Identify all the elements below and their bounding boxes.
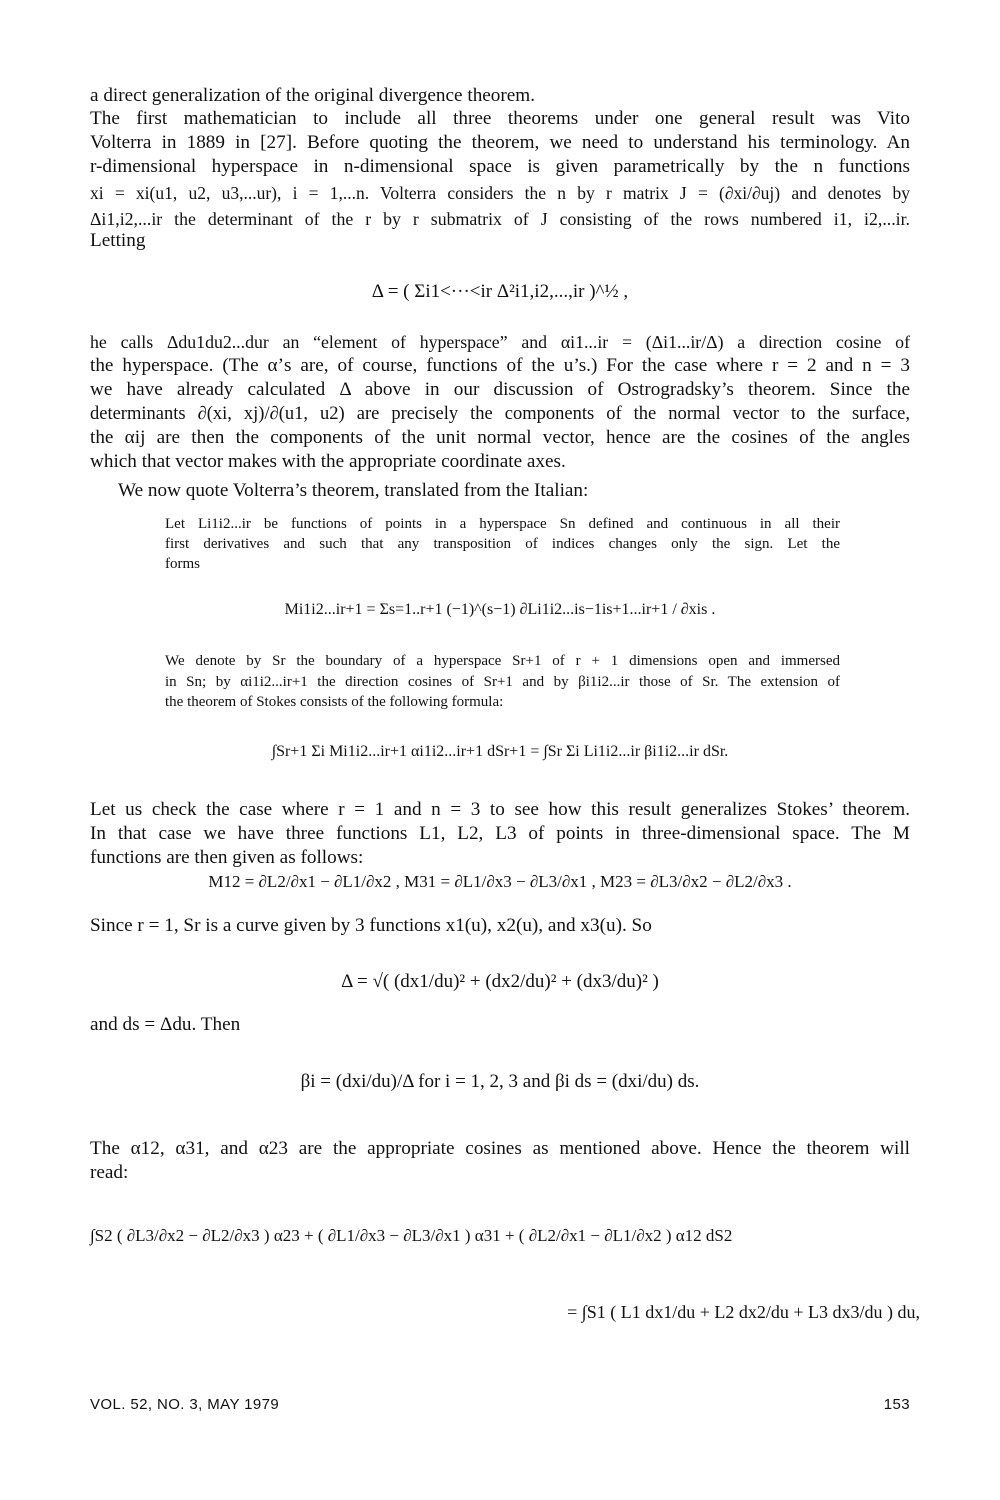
equation-delta-curve: Δ = √( (dx1/du)² + (dx2/du)² + (dx3/du)² ) [341,971,659,992]
quote-line: in Sn; by αi1i2...ir+1 the direction cosines of Sr+1 and by βi1i2...ir those of Sr. The extension of [165,674,840,690]
text-line: xi = xi(u1, u2, u3,...ur), i = 1,...n. Volterra considers the n by r matrix J = (∂xi/∂uj) and denotes by [90,183,910,203]
text-line: r-dimensional hyperspace in n-dimensional space is given parametrically by the n functions [90,156,910,177]
text-line: Let us check the case where r = 1 and n = 3 to see how this result generalizes Stokes’ theorem. [90,799,910,820]
text-line: a direct generalization of the original divergence theorem. [90,85,536,106]
quote-line: first derivatives and such that any transposition of indices changes only the sign. Let the [165,536,840,552]
text-line: the hyperspace. (The α’s are, of course, functions of the u’s.) For the case where r = 2 and n = 3 [90,355,910,376]
quote-line: We denote by Sr the boundary of a hyperspace Sr+1 of r + 1 dimensions open and immersed [165,653,840,669]
equation-stokes: ∫Sr+1 Σi Mi1i2...ir+1 αi1i2...ir+1 dSr+1 = ∫Sr Σi Li1i2...ir βi1i2...ir dSr. [271,743,729,760]
equation-final-right: = ∫S1 ( L1 dx1/du + L2 dx2/du + L3 dx3/du ) du, [567,1302,920,1322]
text-line: The α12, α31, and α23 are the appropriate cosines as mentioned above. Hence the theorem will [90,1138,910,1159]
equation-final-left: ∫S2 ( ∂L3/∂x2 − ∂L2/∂x3 ) α23 + ( ∂L1/∂x3 − ∂L3/∂x1 ) α31 + ( ∂L2/∂x1 − ∂L1/∂x2 ) α12 dS2 [90,1226,733,1245]
equation-M: Mi1i2...ir+1 = Σs=1..r+1 (−1)^(s−1) ∂Li1i2...is−1is+1...ir+1 / ∂xis . [284,601,716,618]
journal-issue: VOL. 52, NO. 3, MAY 1979 [90,1396,280,1413]
quote-line: the theorem of Stokes consists of the following formula: [165,694,504,710]
equation-delta: Δ = ( Σi1<···<ir Δ²i1,i2,...,ir )^½ , [371,281,629,302]
text-line: Letting [90,230,146,251]
text-line: we have already calculated Δ above in our discussion of Ostrogradsky’s theorem. Since the [90,379,910,400]
equation-M-components: M12 = ∂L2/∂x1 − ∂L1/∂x2 , M31 = ∂L1/∂x3 − ∂L3/∂x1 , M23 = ∂L3/∂x2 − ∂L2/∂x3 . [208,872,792,891]
text-line: read: [90,1162,129,1183]
text-line: Δi1,i2,...ir the determinant of the r by r submatrix of J consisting of the rows numbered i1, i2,...ir. [90,209,910,229]
text-line: and ds = Δdu. Then [90,1014,241,1035]
text-line: determinants ∂(xi, xj)/∂(u1, u2) are precisely the components of the normal vector to the surface, [90,404,910,424]
equation-beta: βi = (dxi/du)/Δ for i = 1, 2, 3 and βi ds = (dxi/du) ds. [300,1071,700,1092]
text-line: which that vector makes with the appropriate coordinate axes. [90,451,566,472]
text-line: the αij are then the components of the unit normal vector, hence are the cosines of the angles [90,427,910,448]
text-line: The first mathematician to include all three theorems under one general result was Vito [90,108,910,129]
quote-line: Let Li1i2...ir be functions of points in a hyperspace Sn defined and continuous in all their [165,516,840,532]
text-line: We now quote Volterra’s theorem, translated from the Italian: [118,480,589,501]
text-line: he calls Δdu1du2...dur an “element of hyperspace” and αi1...ir = (Δi1...ir/Δ) a direction cosine of [90,332,910,352]
page-number: 153 [883,1396,910,1413]
text-line: Volterra in 1889 in [27]. Before quoting the theorem, we need to understand his terminology. An [90,132,910,153]
text-line: functions are then given as follows: [90,847,364,868]
quote-line: forms [165,556,200,572]
text-line: Since r = 1, Sr is a curve given by 3 functions x1(u), x2(u), and x3(u). So [90,915,652,936]
text-line: In that case we have three functions L1, L2, L3 of points in three-dimensional space. The M [90,823,910,844]
